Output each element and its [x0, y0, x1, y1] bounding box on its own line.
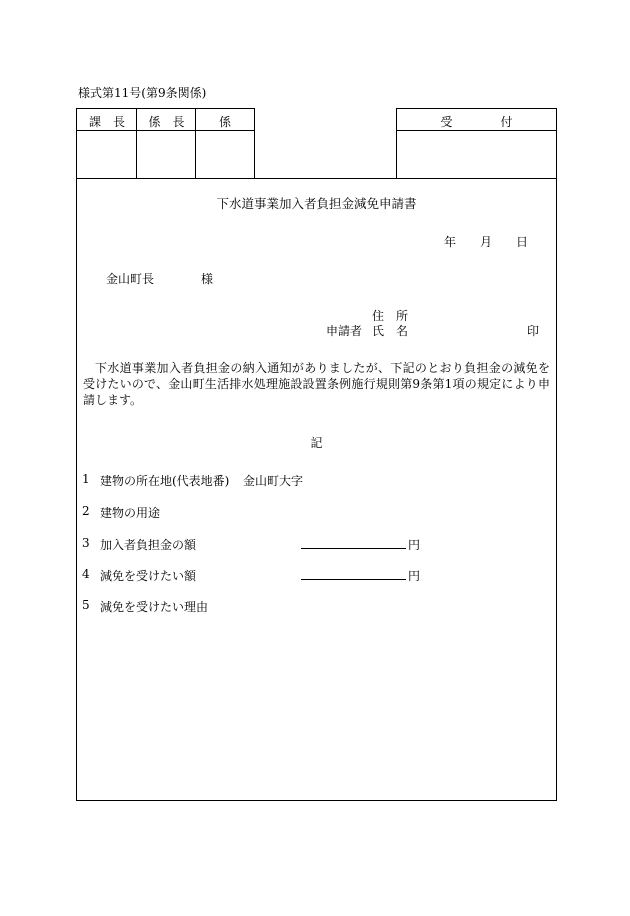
item-value: 金山町大字	[243, 474, 304, 488]
item-unit: 円	[408, 569, 421, 583]
stamp-box-kakaricho[interactable]	[138, 132, 195, 177]
location-field[interactable]	[316, 471, 516, 485]
reception-stamp-box[interactable]	[398, 132, 555, 177]
addressee: 金山町長	[106, 272, 155, 286]
reception-table	[396, 108, 557, 179]
item-number: 1	[82, 472, 90, 486]
item-number: 2	[82, 504, 90, 518]
stamp-box-kakari[interactable]	[197, 132, 253, 177]
approval-table	[76, 108, 255, 179]
reason-field[interactable]	[100, 618, 540, 788]
applicant-label: 申請者	[326, 324, 363, 338]
approval-header-kakari: 係	[218, 115, 231, 129]
address-label: 住 所	[372, 309, 409, 323]
item-label: 加入者負担金の額	[100, 538, 197, 552]
approval-divider	[77, 130, 254, 131]
reception-header: 受 付	[440, 115, 513, 129]
item-number: 3	[82, 536, 90, 550]
item-label: 建物の所在地(代表地番)	[100, 474, 230, 488]
item-unit: 円	[408, 538, 421, 552]
approval-header-kacho: 課 長	[88, 115, 125, 129]
seal-mark: 印	[527, 324, 540, 338]
item-label: 減免を受けたい額	[100, 569, 197, 583]
item-label: 減免を受けたい理由	[100, 600, 209, 614]
reception-divider	[397, 130, 556, 131]
address-field[interactable]	[410, 306, 520, 320]
item-label: 建物の用途	[100, 506, 161, 520]
usage-field[interactable]	[200, 503, 500, 517]
item-number: 4	[82, 567, 90, 581]
contribution-amount-field[interactable]	[301, 548, 406, 549]
name-label: 氏 名	[372, 324, 409, 338]
approval-header-kakaricho: 係 長	[148, 115, 185, 129]
date-line: 年 月 日	[444, 235, 529, 249]
honorific: 様	[201, 272, 214, 286]
reduction-amount-field[interactable]	[301, 579, 406, 580]
ki-heading: 記	[310, 436, 323, 450]
form-number: 様式第11号(第9条関係)	[78, 86, 207, 100]
request-paragraph: 下水道事業加入者負担金の納入通知がありましたが、下記のとおり負担金の減免を受けたいので、金山町生活排水処理施設設置条例施行規則第9条第1項の規定により申請します。	[83, 361, 550, 407]
name-field[interactable]	[410, 321, 520, 335]
stamp-box-kacho[interactable]	[78, 132, 135, 177]
form-title: 下水道事業加入者負担金減免申請書	[216, 196, 417, 211]
item-number: 5	[82, 598, 90, 612]
